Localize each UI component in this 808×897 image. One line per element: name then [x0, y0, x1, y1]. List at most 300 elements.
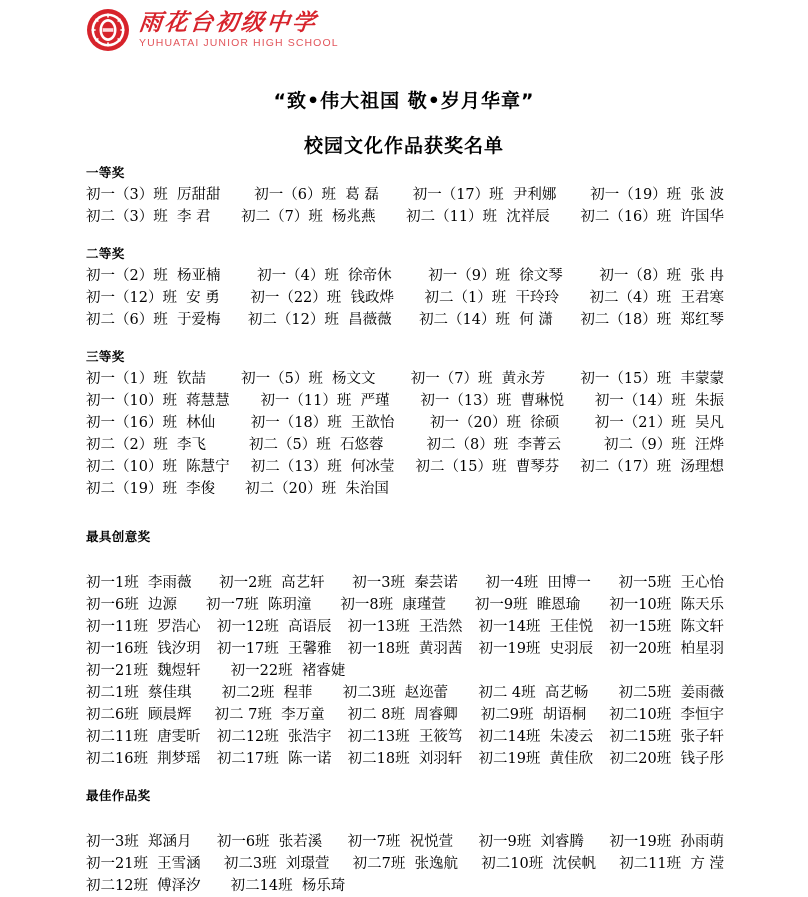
- school-wordmark: [139, 11, 339, 49]
- entry-class: 初一9班: [474, 597, 528, 613]
- entry-name: 王雪涵: [147, 856, 201, 872]
- entry-class: 初一（7）班: [410, 371, 493, 387]
- entry-name: 孙雨萌: [671, 834, 724, 850]
- award-entry: [406, 206, 550, 228]
- award-entry: [231, 660, 346, 682]
- entry-class: 初二（6）班: [86, 312, 168, 328]
- award-entry: [481, 853, 596, 875]
- award-entry: [343, 682, 448, 704]
- award-row: [86, 368, 724, 390]
- entry-class: 初一（18）班: [250, 415, 342, 431]
- award-entry: [254, 184, 379, 206]
- spacer: [86, 804, 724, 828]
- award-entry: [86, 265, 220, 287]
- entry-class: 初一（6）班: [254, 187, 337, 203]
- award-section-heading: 一等奖: [86, 165, 125, 180]
- award-entry: [86, 206, 211, 228]
- entry-class: 初二12班: [86, 878, 148, 894]
- award-entry: [86, 704, 191, 726]
- award-row: [86, 184, 724, 206]
- section-spacer: [86, 500, 724, 527]
- entry-name: 曹琳悦: [511, 393, 565, 409]
- entry-name: 李菁云: [508, 437, 561, 453]
- entry-class: 初二1班: [86, 685, 139, 701]
- entry-name: 陈慧宁: [176, 459, 230, 475]
- entry-class: 初一17班: [216, 641, 279, 657]
- entry-name: 杨文文: [322, 371, 376, 387]
- entry-name: 罗浩心: [147, 619, 201, 635]
- entry-name: 王心怡: [671, 575, 724, 591]
- entry-name: 赵迩蕾: [395, 685, 449, 701]
- award-entry: [86, 853, 201, 875]
- award-row: [86, 412, 724, 434]
- entry-class: 初一3班: [352, 575, 405, 591]
- entry-name: 黄佳欣: [540, 751, 594, 767]
- award-entry: [251, 456, 395, 478]
- award-section-heading: 最具创意奖: [86, 529, 151, 544]
- entry-class: 初二6班: [86, 707, 139, 723]
- entry-name: 陈天乐: [671, 597, 724, 613]
- entry-name: 沈祥辰: [497, 209, 550, 225]
- award-row: [86, 875, 724, 897]
- entry-class: 初二（4）班: [589, 290, 672, 306]
- entry-class: 初二（8）班: [426, 437, 509, 453]
- entry-class: 初二（17）班: [580, 459, 672, 475]
- award-entry: [619, 682, 724, 704]
- entry-name: 张 波: [681, 187, 724, 203]
- award-row: [86, 660, 724, 682]
- award-entry: [348, 638, 463, 660]
- entry-class: 初二9班: [480, 707, 534, 723]
- entry-class: 初二3班: [342, 685, 396, 701]
- entry-class: 初一（13）班: [420, 393, 512, 409]
- entry-name: 唐雯昕: [147, 729, 201, 745]
- award-entry: [416, 456, 560, 478]
- entry-class: 初一1班: [86, 575, 139, 591]
- entry-name: 尹利娜: [503, 187, 557, 203]
- entry-class: 初二（19）班: [86, 481, 177, 497]
- entry-class: 初二（12）班: [247, 312, 339, 328]
- entry-class: 初二10班: [609, 707, 672, 723]
- entry-name: 高语辰: [278, 619, 332, 635]
- award-row: [86, 434, 724, 456]
- entry-class: 初二 7班: [214, 707, 272, 723]
- award-row: [86, 478, 724, 500]
- entry-name: 李万童: [271, 707, 325, 723]
- entry-name: 曹琴芬: [506, 459, 560, 475]
- award-rows: [86, 368, 724, 500]
- award-entry: [478, 682, 588, 704]
- entry-class: 初一（2）班: [86, 268, 168, 284]
- award-entry: [352, 572, 457, 594]
- entry-class: 初二11班: [86, 729, 148, 745]
- award-row: [86, 726, 724, 748]
- entry-class: 初一（14）班: [594, 393, 686, 409]
- school-name-cn: 雨花台初级中学: [137, 9, 319, 37]
- award-entry: [609, 748, 724, 770]
- award-entry: [478, 748, 593, 770]
- entry-name: 刘睿腾: [531, 834, 584, 850]
- award-entry: [206, 594, 311, 616]
- entry-name: 李俊: [176, 481, 216, 497]
- entry-name: 李恒宇: [671, 707, 724, 723]
- award-entry: [604, 434, 724, 456]
- award-entry: [248, 309, 392, 331]
- entry-class: 初一22班: [230, 663, 293, 679]
- entry-name: 钱政烨: [341, 290, 394, 306]
- award-entry: [222, 682, 313, 704]
- award-entry: [86, 660, 201, 682]
- award-row: [86, 265, 724, 287]
- award-entry: [86, 616, 201, 638]
- entry-name: 李雨薇: [138, 575, 192, 591]
- entry-name: 蔡佳琪: [138, 685, 192, 701]
- spacer: [86, 545, 724, 569]
- award-entry: [86, 478, 215, 500]
- entry-name: 张 冉: [681, 268, 724, 284]
- entry-class: 初一（19）班: [590, 187, 682, 203]
- entry-class: 初二（13）班: [250, 459, 342, 475]
- entry-name: 王君寒: [671, 290, 724, 306]
- entry-name: 沈侯帆: [543, 856, 596, 872]
- award-entry: [86, 184, 220, 206]
- award-rows: [86, 572, 724, 770]
- entry-class: 初一（5）班: [241, 371, 323, 387]
- award-list: [86, 163, 724, 897]
- entry-class: 初二2班: [221, 685, 275, 701]
- entry-class: 初二12班: [216, 729, 279, 745]
- entry-class: 初二（16）班: [580, 209, 672, 225]
- entry-name: 史羽辰: [540, 641, 594, 657]
- award-entry: [217, 831, 322, 853]
- award-entry: [580, 368, 724, 390]
- award-entry: [419, 309, 553, 331]
- entry-class: 初二16班: [86, 751, 148, 767]
- entry-name: 张子轩: [671, 729, 724, 745]
- entry-class: 初一（22）班: [250, 290, 342, 306]
- entry-name: 徐帝休: [338, 268, 392, 284]
- award-entry: [86, 638, 201, 660]
- entry-class: 初一（8）班: [599, 268, 682, 284]
- entry-class: 初二（1）班: [424, 290, 507, 306]
- entry-name: 边源: [138, 597, 177, 613]
- award-row: [86, 853, 724, 875]
- award-entry: [86, 309, 220, 331]
- award-entry: [86, 572, 191, 594]
- entry-name: 许国华: [671, 209, 724, 225]
- award-entry: [475, 594, 580, 616]
- entry-name: 丰蒙蒙: [671, 371, 724, 387]
- entry-name: 黄羽茜: [409, 641, 463, 657]
- entry-class: 初一（4）班: [257, 268, 339, 284]
- award-entry: [609, 726, 724, 748]
- award-entry: [86, 287, 220, 309]
- entry-name: 李飞: [167, 437, 206, 453]
- entry-class: 初一14班: [478, 619, 541, 635]
- entry-name: 吴凡: [685, 415, 724, 431]
- award-entry: [86, 434, 206, 456]
- award-entry: [609, 831, 724, 853]
- entry-class: 初一5班: [618, 575, 672, 591]
- entry-class: 初一4班: [485, 575, 539, 591]
- entry-class: 初一（10）班: [86, 393, 177, 409]
- award-entry: [430, 412, 559, 434]
- school-name-en: YUHUATAI JUNIOR HIGH SCHOOL: [139, 37, 339, 50]
- entry-class: 初二（3）班: [86, 209, 168, 225]
- entry-class: 初二11班: [619, 856, 682, 872]
- award-entry: [86, 875, 201, 897]
- award-entry: [251, 412, 395, 434]
- award-row: [86, 309, 724, 331]
- page-title-line2: 校园文化作品获奖名单: [303, 135, 504, 157]
- award-row: [86, 638, 724, 660]
- entry-class: 初一10班: [609, 597, 672, 613]
- award-entry: [249, 434, 383, 456]
- award-section: [86, 244, 724, 331]
- entry-name: 秦芸诺: [404, 575, 458, 591]
- entry-class: 初二20班: [609, 751, 672, 767]
- entry-class: 初一（9）班: [428, 268, 511, 284]
- entry-name: 胡语桐: [533, 707, 587, 723]
- entry-class: 初一7班: [347, 834, 401, 850]
- award-entry: [609, 616, 724, 638]
- entry-class: 初二（7）班: [241, 209, 323, 225]
- entry-class: 初一（16）班: [86, 415, 177, 431]
- entry-class: 初一8班: [340, 597, 394, 613]
- entry-name: 杨亚楠: [167, 268, 221, 284]
- entry-name: 郑涵月: [138, 834, 192, 850]
- entry-name: 祝悦萱: [400, 834, 454, 850]
- entry-name: 周睿卿: [404, 707, 458, 723]
- entry-name: 顾晨辉: [138, 707, 192, 723]
- award-entry: [427, 434, 561, 456]
- entry-class: 初一2班: [219, 575, 272, 591]
- award-entry: [411, 368, 545, 390]
- award-entry: [353, 853, 458, 875]
- entry-name: 刘羽轩: [409, 751, 463, 767]
- entry-class: 初二15班: [609, 729, 672, 745]
- entry-name: 于爱梅: [167, 312, 221, 328]
- entry-class: 初二（14）班: [419, 312, 511, 328]
- award-entry: [86, 682, 191, 704]
- award-section: [86, 163, 724, 228]
- entry-class: 初一（17）班: [412, 187, 504, 203]
- entry-class: 初一9班: [478, 834, 532, 850]
- entry-name: 高艺畅: [535, 685, 589, 701]
- entry-name: 陈玥潼: [258, 597, 312, 613]
- entry-class: 初二（18）班: [580, 312, 672, 328]
- award-entry: [86, 831, 191, 853]
- entry-class: 初一19班: [609, 834, 672, 850]
- award-entry: [413, 184, 557, 206]
- entry-class: 初一（12）班: [86, 290, 177, 306]
- entry-class: 初一（15）班: [580, 371, 672, 387]
- entry-name: 何冰莹: [341, 459, 395, 475]
- entry-name: 朱凌云: [540, 729, 594, 745]
- entry-name: 王馨雅: [278, 641, 332, 657]
- entry-name: 钱汐玥: [147, 641, 201, 657]
- award-entry: [428, 265, 562, 287]
- award-section-heading: 二等奖: [86, 246, 125, 261]
- award-entry: [609, 638, 724, 660]
- award-entry: [348, 831, 453, 853]
- award-entry: [86, 748, 201, 770]
- entry-name: 姜雨薇: [671, 685, 724, 701]
- award-entry: [595, 412, 724, 434]
- entry-class: 初一18班: [347, 641, 410, 657]
- entry-name: 魏煜轩: [147, 663, 201, 679]
- award-section-heading: 最佳作品奖: [86, 788, 151, 803]
- entry-class: 初一6班: [216, 834, 270, 850]
- award-entry: [245, 478, 389, 500]
- entry-name: 王筱笃: [409, 729, 463, 745]
- entry-class: 初二3班: [223, 856, 277, 872]
- entry-class: 初二17班: [216, 751, 279, 767]
- entry-class: 初二7班: [352, 856, 406, 872]
- entry-class: 初一7班: [205, 597, 259, 613]
- entry-name: 杨兆燕: [322, 209, 376, 225]
- entry-class: 初二（11）班: [406, 209, 498, 225]
- award-row: [86, 594, 724, 616]
- award-entry: [599, 265, 724, 287]
- award-entry: [86, 368, 206, 390]
- entry-class: 初二14班: [478, 729, 541, 745]
- award-entry: [609, 704, 724, 726]
- entry-name: 严瑾: [351, 393, 390, 409]
- entry-name: 陈一诺: [278, 751, 332, 767]
- award-entry: [348, 704, 458, 726]
- entry-class: 初一（20）班: [430, 415, 521, 431]
- section-spacer: [86, 770, 724, 786]
- entry-class: 初一21班: [86, 663, 148, 679]
- entry-name: 昌薇薇: [338, 312, 392, 328]
- award-row: [86, 206, 724, 228]
- entry-name: 石悠蓉: [330, 437, 384, 453]
- entry-class: 初二（10）班: [86, 459, 177, 475]
- entry-name: 王佳悦: [540, 619, 594, 635]
- entry-name: 方 滢: [681, 856, 724, 872]
- section-spacer: [86, 228, 724, 244]
- entry-name: 郑红琴: [671, 312, 724, 328]
- entry-name: 徐文琴: [510, 268, 563, 284]
- entry-name: 荆梦瑶: [147, 751, 201, 767]
- entry-name: 朱治国: [336, 481, 389, 497]
- award-row: [86, 748, 724, 770]
- entry-name: 褚睿婕: [292, 663, 346, 679]
- entry-name: 徐硕: [520, 415, 560, 431]
- award-entry: [619, 572, 724, 594]
- entry-class: 初二13班: [347, 729, 410, 745]
- entry-class: 初一（3）班: [86, 187, 168, 203]
- award-entry: [241, 206, 375, 228]
- entry-class: 初二（9）班: [604, 437, 686, 453]
- award-entry: [595, 390, 724, 412]
- award-entry: [478, 616, 593, 638]
- entry-class: 初一6班: [86, 597, 139, 613]
- award-entry: [590, 184, 724, 206]
- entry-class: 初一12班: [216, 619, 279, 635]
- award-rows: [86, 265, 724, 331]
- entry-name: 程菲: [274, 685, 313, 701]
- entry-class: 初一15班: [609, 619, 672, 635]
- entry-class: 初一21班: [86, 856, 148, 872]
- entry-name: 高艺轩: [271, 575, 325, 591]
- award-entry: [217, 616, 332, 638]
- award-entry: [481, 704, 586, 726]
- award-section: [86, 347, 724, 500]
- entry-name: 睢恩瑜: [527, 597, 581, 613]
- entry-name: 张逸航: [405, 856, 459, 872]
- entry-class: 初二（5）班: [249, 437, 331, 453]
- entry-class: 初二（2）班: [86, 437, 168, 453]
- award-entry: [215, 704, 325, 726]
- page-title-line1: “致•伟大祖国 敬•岁月华章”: [273, 90, 535, 112]
- award-section-heading: 三等奖: [86, 349, 125, 364]
- award-entry: [348, 726, 463, 748]
- award-entry: [580, 309, 724, 331]
- entry-class: 初二19班: [478, 751, 541, 767]
- entry-class: 初二（15）班: [415, 459, 507, 475]
- award-entry: [86, 412, 215, 434]
- award-entry: [260, 390, 389, 412]
- entry-name: 杨乐琦: [292, 878, 346, 894]
- award-entry: [425, 287, 559, 309]
- award-entry: [250, 287, 394, 309]
- entry-name: 汤理想: [671, 459, 724, 475]
- entry-class: 初一19班: [478, 641, 541, 657]
- award-row: [86, 704, 724, 726]
- entry-name: 厉甜甜: [167, 187, 221, 203]
- award-entry: [420, 390, 564, 412]
- entry-name: 安 勇: [176, 290, 220, 306]
- entry-class: 初一（11）班: [260, 393, 352, 409]
- entry-name: 汪烨: [685, 437, 724, 453]
- award-entry: [231, 875, 346, 897]
- award-rows: [86, 831, 724, 897]
- award-entry: [478, 726, 593, 748]
- entry-name: 王歆怡: [341, 415, 395, 431]
- entry-name: 田博一: [538, 575, 591, 591]
- award-entry: [348, 616, 463, 638]
- entry-class: 初二（20）班: [245, 481, 337, 497]
- award-entry: [86, 390, 230, 412]
- award-entry: [478, 831, 583, 853]
- school-letterhead: [86, 8, 339, 52]
- award-section: [86, 786, 724, 897]
- award-entry: [478, 638, 593, 660]
- award-row: [86, 682, 724, 704]
- entry-class: 初一（21）班: [594, 415, 686, 431]
- award-entry: [86, 594, 177, 616]
- school-seal-icon: [86, 8, 130, 52]
- entry-name: 张浩宇: [278, 729, 332, 745]
- award-row: [86, 616, 724, 638]
- award-entry: [348, 748, 463, 770]
- entry-class: 初一16班: [86, 641, 148, 657]
- entry-name: 张若溪: [269, 834, 323, 850]
- entry-name: 李 君: [167, 209, 211, 225]
- award-entry: [485, 572, 590, 594]
- entry-class: 初一3班: [86, 834, 139, 850]
- entry-name: 王浩然: [409, 619, 463, 635]
- entry-class: 初二 8班: [347, 707, 405, 723]
- award-entry: [619, 853, 724, 875]
- entry-class: 初二18班: [347, 751, 410, 767]
- award-row: [86, 831, 724, 853]
- entry-name: 康瑾萱: [393, 597, 446, 613]
- entry-class: 初二 4班: [478, 685, 536, 701]
- entry-name: 朱振: [685, 393, 724, 409]
